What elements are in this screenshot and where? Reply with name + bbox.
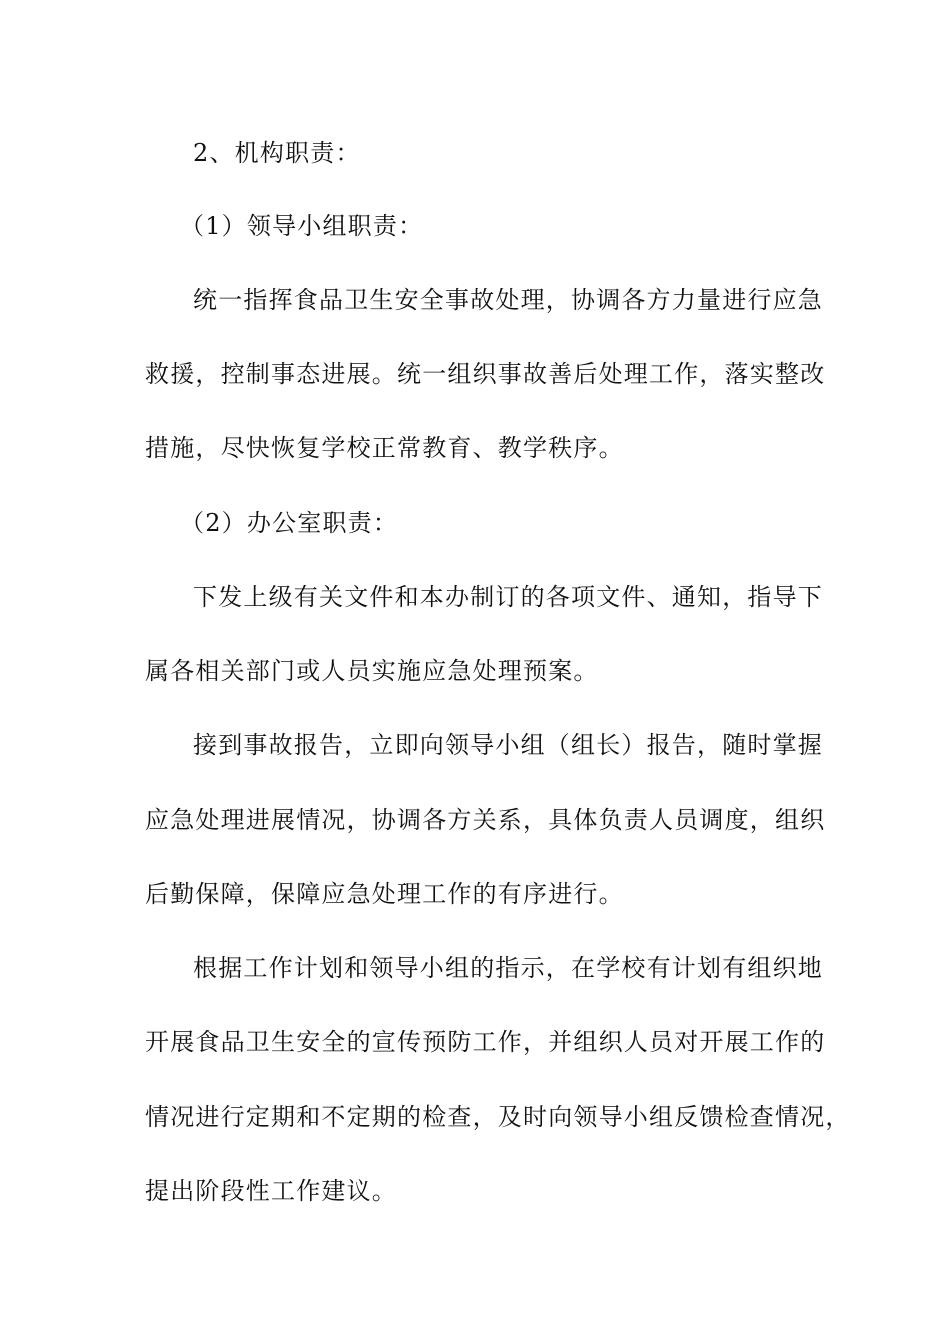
paragraph-line: 情况进行定期和不定期的检查，及时向领导小组反馈检查情况， (145, 1103, 851, 1131)
paragraph-line: 救援，控制事态进展。统一组织事故善后处理工作，落实整改 (145, 360, 826, 388)
subsection-heading-office: （2）办公室职责： (180, 509, 399, 537)
paragraph-line: 统一指挥食品卫生安全事故处理，协调各方力量进行应急 (193, 286, 823, 314)
paragraph-line: 后勤保障，保障应急处理工作的有序进行。 (145, 880, 624, 908)
paragraph-line: 应急处理进展情况，协调各方关系，具体负责人员调度，组织 (145, 806, 826, 834)
paragraph-line: 开展食品卫生安全的宣传预防工作，并组织人员对开展工作的 (145, 1028, 826, 1056)
paragraph-line: 措施，尽快恢复学校正常教育、教学秩序。 (145, 434, 624, 462)
subsection-heading-leadership: （1）领导小组职责： (180, 212, 424, 240)
paragraph-line: 属各相关部门或人员实施应急处理预案。 (145, 657, 599, 685)
section-heading: 2、机构职责： (193, 139, 361, 167)
paragraph-line: 下发上级有关文件和本办制订的各项文件、通知，指导下 (193, 583, 823, 611)
paragraph-line: 接到事故报告，立即向领导小组（组长）报告，随时掌握 (193, 731, 823, 759)
paragraph-line: 提出阶段性工作建议。 (145, 1177, 397, 1205)
paragraph-line: 根据工作计划和领导小组的指示，在学校有计划有组织地 (193, 954, 823, 982)
